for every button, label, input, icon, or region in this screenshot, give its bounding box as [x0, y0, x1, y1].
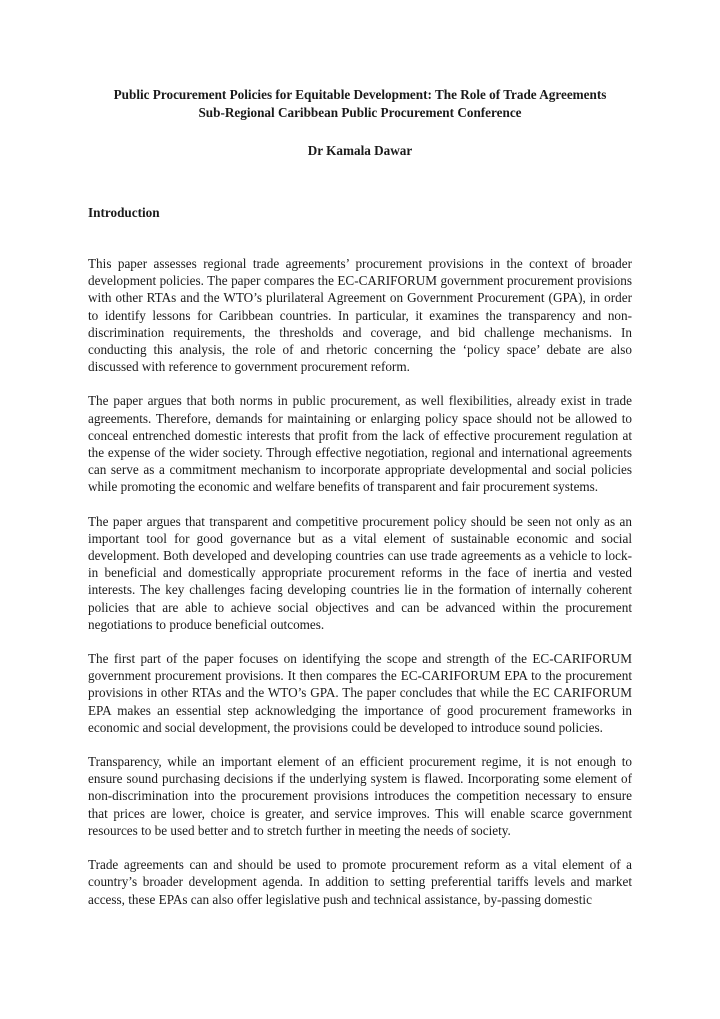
document-title	[88, 86, 632, 122]
paragraph-2: The paper argues that both norms in public procurement, as well flexibilities, already exist in trade agreements. Therefore, demands for maintaining or enlarging policy space should not be allowed to conceal entrenched domestic interests that profit from the lack of effective procurement regulation at the expense of the wider society. Through effective negotiation, regional and international agreements can serve as a commitment mechanism to incorporate appropriate developmental and social policies while promoting the economic and welfare benefits of transparent and fair procurement systems.	[88, 393, 632, 495]
paragraph-1: This paper assesses regional trade agreements’ procurement provisions in the context of broader development policies. The paper compares the EC-CARIFORUM government procurement provisions with other RTAs and the WTO’s plurilateral Agreement on Government Procurement (GPA), in order to identify lessons for Caribbean countries. In particular, it examines the transparency and non-discrimination requirements, the thresholds and coverage, and bid challenge mechanisms. In conducting this analysis, the role of and rhetoric concerning the ‘policy space’ debate are also discussed with reference to government procurement reform.	[88, 256, 632, 375]
paragraph-6: Trade agreements can and should be used to promote procurement reform as a vital element of a country’s broader development agenda. In addition to setting preferential tariffs levels and market access, these EPAs can also offer legislative push and technical assistance, by-passing domestic	[88, 857, 632, 907]
paragraph-4: The first part of the paper focuses on identifying the scope and strength of the EC-CARIFORUM government procurement provisions. It then compares the EC-CARIFORUM EPA to the procurement provisions in other RTAs and the WTO’s GPA. The paper concludes that while the EC CARIFORUM EPA makes an essential step acknowledging the importance of good procurement frameworks in economic and social development, the provisions could be developed to introduce sound policies.	[88, 651, 632, 735]
title-line-2: Sub-Regional Caribbean Public Procurement Conference	[198, 105, 522, 120]
title-line-1: Public Procurement Policies for Equitable Development: The Role of Trade Agreements	[113, 87, 607, 102]
author-name: Dr Kamala Dawar	[307, 143, 413, 158]
document-page	[88, 86, 632, 908]
paragraph-5: Transparency, while an important element of an efficient procurement regime, it is not enough to ensure sound purchasing decisions if the underlying system is flawed. Incorporating some element of non-discrimination into the procurement provisions introduces the competition necessary to ensure that prices are lower, choice is greater, and service improves. This will enable scarce government resources to be used better and to stretch further in meeting the needs of society.	[88, 754, 632, 838]
paragraph-3: The paper argues that transparent and competitive procurement policy should be seen not only as an important tool for good governance but as a vital element of sustainable economic and social development. Both developed and developing countries can use trade agreements as a vehicle to lock-in beneficial and domestically appropriate procurement reforms in the face of inertia and vested interests. The key challenges facing developing countries lie in the formation of internally coherent policies that are able to achieve social objectives and can be advanced within the procurement negotiations to produce beneficial outcomes.	[88, 513, 632, 632]
section-heading-introduction: Introduction	[88, 205, 160, 220]
